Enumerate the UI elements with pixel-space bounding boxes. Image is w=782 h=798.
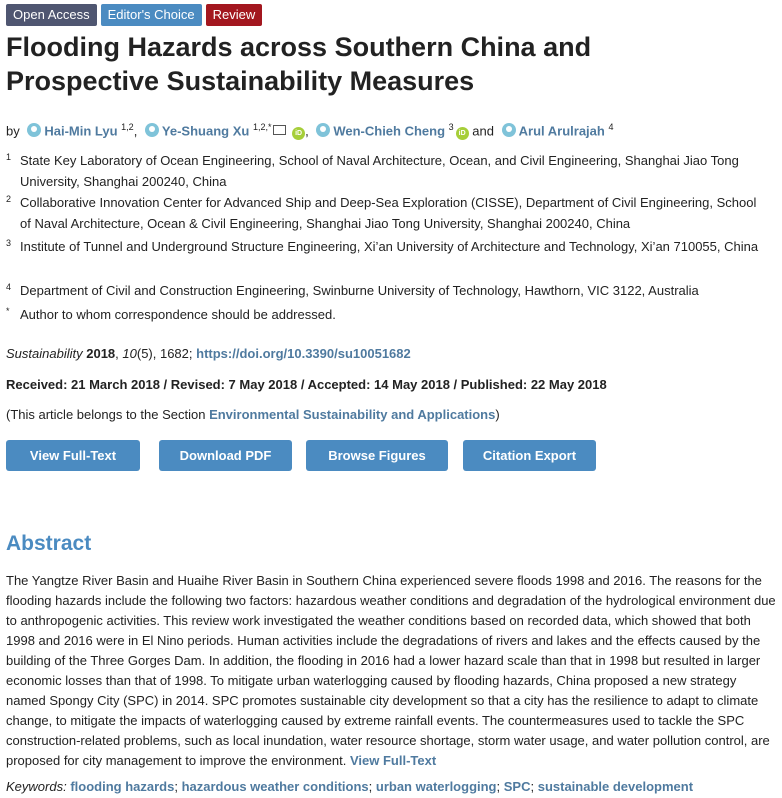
citation-year: 2018 [86, 346, 116, 361]
browse-figures-button[interactable]: Browse Figures [306, 440, 448, 471]
keywords-label: Keywords: [6, 779, 67, 794]
section-link[interactable]: Environmental Sustainability and Applications [209, 407, 496, 422]
keyword-link[interactable]: flooding hazards [70, 779, 175, 794]
section-note [6, 406, 500, 424]
author-profile-icon[interactable] [27, 123, 41, 137]
journal-name: Sustainability [6, 346, 83, 361]
affiliation-text: Author to whom correspondence should be addressed. [20, 307, 336, 322]
author-affil-1: 1,2 [121, 122, 134, 132]
article-badges [6, 4, 262, 26]
affiliation-number: * [6, 306, 10, 316]
citation-line: Sustainability 2018, 10(5), 1682; https://doi.org/10.3390/su10051682 [6, 346, 411, 361]
publication-dates: Received: 21 March 2018 / Revised: 7 May 2018 / Accepted: 14 May 2018 / Published: 22 May 2018 [6, 377, 607, 392]
article-title: Flooding Hazards across Southern China and Prospective Sustainability Measures [6, 32, 592, 96]
orcid-icon[interactable]: iD [292, 127, 305, 140]
section-suffix: ) [495, 407, 500, 422]
citation-export-button[interactable]: Citation Export [463, 440, 596, 471]
keyword-link[interactable]: sustainable development [537, 779, 694, 794]
affiliation-number: 3 [6, 238, 12, 248]
keywords: Keywords: flooding hazards; hazardous weather conditions; urban waterlogging; SPC; sustainable development [6, 779, 694, 794]
author-affil-3: 3 [448, 122, 454, 132]
author-name-3[interactable]: Wen-Chieh Cheng [333, 123, 446, 139]
open-access-badge: Open Access [6, 4, 97, 26]
affiliation-number: 4 [6, 282, 12, 292]
author-profile-icon[interactable] [145, 123, 159, 137]
review-badge: Review [206, 4, 263, 26]
keyword-link[interactable]: SPC [503, 779, 531, 794]
byline-and: and [472, 123, 494, 139]
abstract-body: The Yangtze River Basin and Huaihe River Basin in Southern China experienced severe floods 1998 and 2016. The reasons for the flooding hazards include the following two factors: hazardous weather conditions and degradation of the hydrological environment due to anthropogenic activities. This review work investigated the weather conditions based on recorded data, which showed that both 1998 and 2016 were in El Nino periods. Human activities include the degradations of rivers and lakes and the effects caused by the building of the Three Gorges Dam. In addition, the flooding in 2016 had a lower hazard scale than that in 1998 but resulted in larger economic losses than that of 1998. To mitigate urban waterlogging caused by flooding hazards, China proposed a new strategy named Spongy City (SPC) in 2014. SPC promotes sustainable city development so that a city has the resilience to adapt to climate change, to mitigate the impacts of waterlogging caused by extreme rainfall events. The countermeasures used to tackle the SPC construction-related problems, such as local inundation, water resource shortage, storm water usage, and water pollution control, are proposed for city management to improve the environment. [6, 573, 776, 768]
citation-volume: 10 [122, 346, 137, 361]
affiliation-text: State Key Laboratory of Ocean Engineering, School of Naval Architecture, Ocean, and Civil Engineering, Shanghai Jiao Tong University, Shanghai 200240, China [20, 153, 739, 189]
author-affil-2: 1,2,* [252, 122, 272, 132]
abstract-text [6, 571, 778, 771]
author-name-4[interactable]: Arul Arulrajah [518, 123, 605, 139]
affiliation-number: 2 [6, 194, 12, 204]
doi-link[interactable]: https://doi.org/10.3390/su10051682 [196, 346, 411, 361]
keyword-link[interactable]: urban waterlogging [375, 779, 497, 794]
author-name-2[interactable]: Ye-Shuang Xu [161, 123, 250, 139]
author-profile-icon[interactable] [316, 123, 330, 137]
affiliation-number: 1 [6, 152, 12, 162]
author-name-1[interactable]: Hai-Min Lyu [44, 123, 118, 139]
view-full-text-button[interactable]: View Full-Text [6, 440, 140, 471]
orcid-icon[interactable]: iD [456, 127, 469, 140]
keyword-link[interactable]: hazardous weather conditions [181, 779, 369, 794]
abstract-heading: Abstract [6, 532, 92, 555]
editors-choice-badge: Editor's Choice [101, 4, 202, 26]
abstract-view-full-text-link[interactable]: View Full-Text [349, 753, 437, 768]
byline-by: by [6, 123, 20, 139]
author-profile-icon[interactable] [502, 123, 516, 137]
citation-issue: (5), 1682; [136, 346, 193, 361]
email-icon[interactable] [273, 125, 286, 135]
affiliation-text: Department of Civil and Construction Engineering, Swinburne University of Technology, Hawthorn, VIC 3122, Australia [20, 283, 699, 298]
section-prefix: (This article belongs to the Section [6, 407, 210, 422]
download-pdf-button[interactable]: Download PDF [159, 440, 292, 471]
affiliation-text: Institute of Tunnel and Underground Structure Engineering, Xi’an University of Architecture and Technology, Xi’an 710055, China [20, 239, 759, 254]
author-affil-4: 4 [608, 122, 614, 132]
author-list: by Hai-Min Lyu $^{1,2}$, Ye-Shuang Xu $^{1,2,*}$ iD , Wen-Chieh Cheng $^3$iD and Arul Arulrajah $^4$ [6, 122, 614, 139]
affiliation-text: Collaborative Innovation Center for Advanced Ship and Deep-Sea Exploration (CISSE), Department of Civil Engineering, School of Naval Architecture, Ocean & Civil Engineering, Shanghai Jiao Tong University, Shanghai 200240, China [20, 195, 757, 231]
